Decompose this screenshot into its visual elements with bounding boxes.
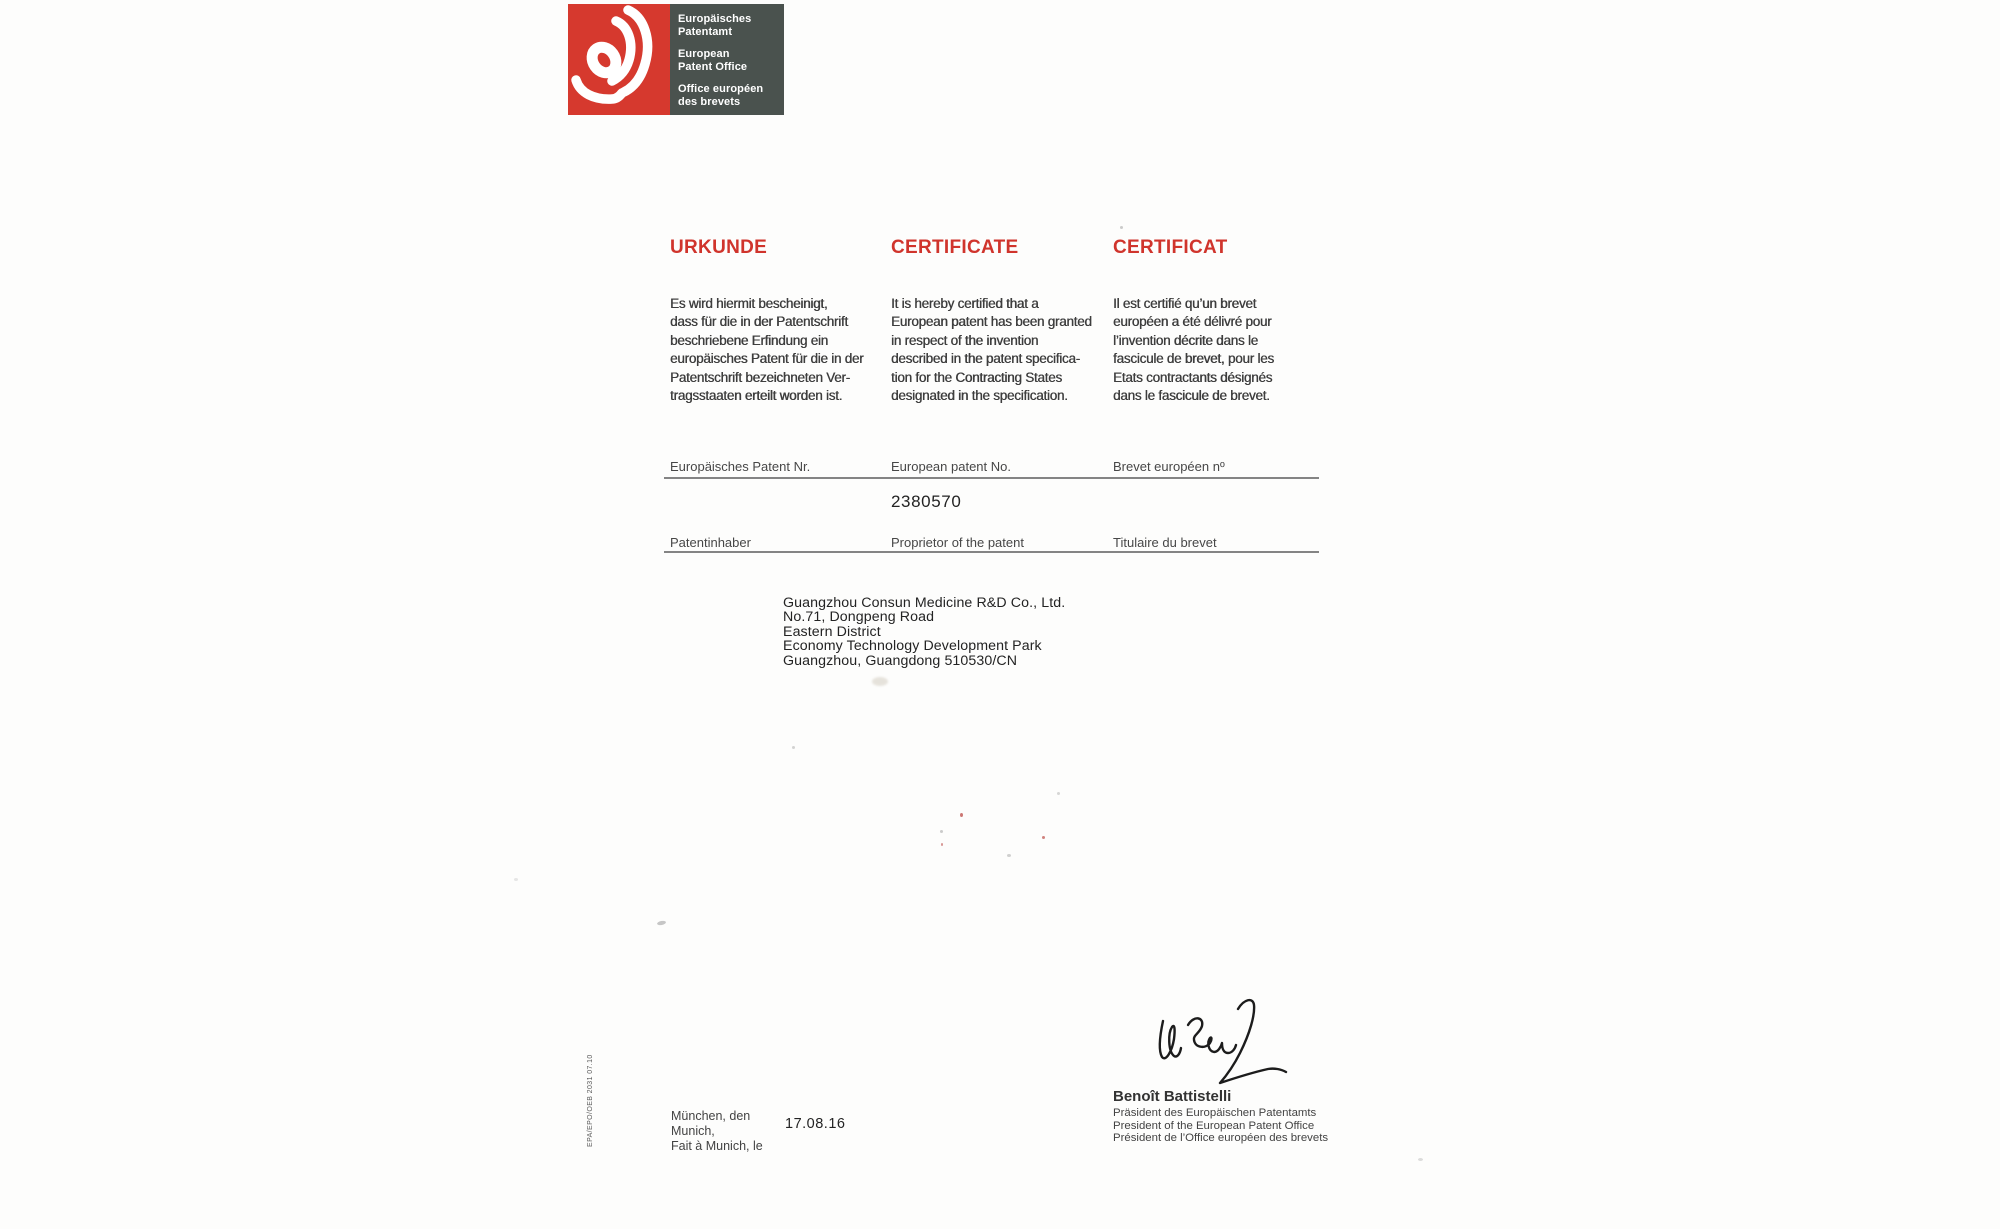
patent-number-label-de: Europäisches Patent Nr. [670, 459, 811, 474]
scan-speck [657, 920, 667, 926]
scan-speck [1418, 1158, 1423, 1161]
patent-number-label-en: European patent No. [891, 459, 1011, 474]
epo-logo-wordmark [670, 4, 784, 115]
title-certificate: CERTIFICATE [891, 237, 1019, 258]
epo-name-de: Europäisches Patentamt [678, 13, 752, 38]
scan-speck [960, 813, 963, 817]
patent-number-value: 2380570 [891, 492, 962, 511]
signatory-titles: Präsident des Europäischen Patentamts President of the European Patent Office Président de l’Office européen des brevets [1113, 1107, 1329, 1145]
title-urkunde: URKUNDE [670, 237, 768, 258]
scan-speck [792, 746, 795, 749]
scan-speck [1120, 226, 1123, 229]
scan-speck [1057, 792, 1060, 795]
scan-speck [1042, 836, 1045, 839]
epo-swirl-icon [568, 4, 670, 115]
proprietor-label-de: Patentinhaber [670, 535, 751, 550]
patent-number-label-fr: Brevet européen nº [1113, 459, 1225, 474]
divider-rule [664, 551, 1319, 553]
title-certificat: CERTIFICAT [1113, 237, 1228, 258]
scan-speck [514, 878, 518, 881]
proprietor-address: Guangzhou Consun Medicine R&D Co., Ltd. No.71, Dongpeng Road Eastern District Economy Technology Development Park Guangzhou, Guangdong 510530/CN [783, 595, 1066, 669]
scan-speck [940, 830, 943, 833]
certification-text-en: It is hereby certified that a European patent has been granted in respect of the invention described in the patent specifica- tion for the Contracting States designated in the specification. [891, 296, 1092, 404]
epo-name-en: European Patent Office [678, 48, 748, 73]
signatory-name: Benoît Battistelli [1113, 1088, 1232, 1105]
signature-autograph [1150, 995, 1298, 1095]
epo-name-fr: Office européen des brevets [678, 83, 764, 108]
divider-rule [664, 477, 1319, 479]
proprietor-label-fr: Titulaire du brevet [1113, 535, 1217, 550]
certification-text-fr: Il est certifié qu’un brevet européen a été délivré pour l’invention décrite dans le fascicule de brevet, pour les Etats contractants désignés dans le fascicule de brevet. [1113, 296, 1274, 404]
scan-speck [1007, 854, 1011, 857]
certification-text-de: Es wird hiermit bescheinigt, dass für die in der Patentschrift beschriebene Erfindung ein europäisches Patent für die in der Patentschrift bezeichneten Ver- tragsstaaten erteilt worden ist. [670, 296, 864, 404]
scan-speck [941, 843, 943, 846]
epo-logo [568, 4, 784, 115]
issue-place: München, den Munich, Fait à Munich, le [671, 1109, 763, 1153]
form-number: EPA/EPO/OEB 2031 07.10 [587, 1054, 594, 1147]
issue-date: 17.08.16 [785, 1116, 846, 1132]
scan-speck [872, 677, 888, 686]
proprietor-label-en: Proprietor of the patent [891, 535, 1024, 550]
